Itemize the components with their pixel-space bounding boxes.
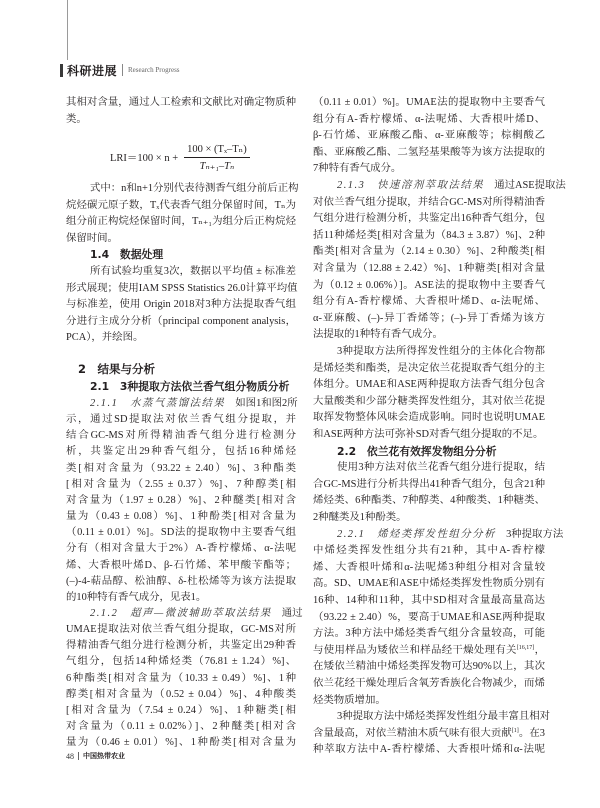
text-line: 量为（0.46 ± 0.01）%]、1种酚类[相对含量为 <box>66 737 296 749</box>
run-in-subheading: 2.1.2 超声—微波辅助萃取法结果 <box>90 608 272 619</box>
run-in-subheading: 2.1.1 水蒸气蒸馏法结果 <box>90 398 226 409</box>
text-line: （93.22 ± 2.40）%，要高于UMAE和ASE两种提取 <box>313 611 545 623</box>
text-line <box>313 726 545 742</box>
text-line: 16种、14种和11种，其中SD相对含量最高量高达 <box>313 595 545 606</box>
text-line: 的10种特有香气成分，见表1。 <box>66 591 207 603</box>
text-line: 和ASE两种方法可弥补SD对香气组分提取的不足。 <box>313 429 544 440</box>
text-line: 高。SD、UMAE和ASE中烯烃类挥发性物质分别有 <box>313 578 545 590</box>
text-line: 为（0.12 ± 0.06%）]。ASE法的提取物中主要香气 <box>313 279 545 291</box>
text-line: 合GC-MS进行分析共得出41种香气组分，包含21种 <box>313 478 545 490</box>
text-line: 依兰花经干燥处理后含氧芳香族化合物减少，而烯 <box>313 678 545 689</box>
text-line: 3种提取方法所得挥发性组分的主体化合物都 <box>337 346 545 357</box>
text-line: 结合GC-MS对所得精油香气组分进行检测分 <box>66 430 296 442</box>
text-line: 分有（相对含量大于2%）A-香柠檬烯、α-法呢 <box>66 543 296 555</box>
text-line: 形式展现；使用IAM SPSS Statistics 26.0计算平均值 <box>66 282 298 294</box>
text-line: 烷烃碳元原子数，Tₓ代表香气组分保留时间，Tₙ为 <box>66 199 296 211</box>
text-line: 法提取的1种特有香气成分。 <box>313 329 443 341</box>
text-line <box>313 643 545 659</box>
text-line: 烯、大香根叶烯D、β-石竹烯、苯甲酸苄酯等； <box>66 559 296 571</box>
text-line: 7种特有香气成分。 <box>313 163 402 175</box>
text-line: 括11种烯烃类[相对含量为（84.3 ± 3.87）%]、2种 <box>313 229 545 241</box>
text-line: 类[相对含量为（93.22 ± 2.40）%]、3种酯类 <box>66 462 296 474</box>
text-line: PCA），并绘图。 <box>66 332 144 343</box>
line-text: 通过ASE提取法 <box>494 180 566 191</box>
line-text: 3种提取方法 <box>506 528 564 540</box>
text-line: α-亚麻酸、(–)-异丁香烯等；(–)-异丁香烯为该方 <box>313 312 545 324</box>
text-line: 3种提取方法中烯烃类挥发性组分最丰富且相对 <box>337 711 551 722</box>
subsection-heading: 2.2 依兰花有效挥发物组分分析 <box>337 444 497 458</box>
text-line: 与标准差，使用 Origin 2018对3种方法提取香气组 <box>66 299 296 310</box>
text-line: 量为（0.43 ± 0.08）%]、1种酚类[相对含量为 <box>66 511 296 523</box>
text-line: 气组分进行检测分析，共鉴定出16种香气组分，包 <box>313 213 545 225</box>
text-line: 是烯烃类和酯类，是决定依兰花提取香气组分的主 <box>313 362 545 374</box>
top-rule <box>67 0 68 60</box>
text-line: 气组分，包括14种烯烃类（76.81 ± 1.24）%]、 <box>66 656 296 668</box>
text-line: 中烯烃类挥发性组分共有21种，其中A-香柠檬 <box>313 545 545 557</box>
lri-formula <box>110 140 250 174</box>
line-text: 如图1和图2所 <box>235 398 298 409</box>
journal-name: 中国热带农业 <box>83 752 125 760</box>
text-line: 2种醚类及1种酚类。 <box>313 512 407 523</box>
formula-fraction <box>184 143 250 172</box>
text-line: 分进行主成分分析（principal component analysis， <box>66 315 296 327</box>
text-line: 大量酸类和少部分糖类挥发性组分，其对依兰花提 <box>313 395 545 407</box>
page-number: 48 <box>66 751 74 761</box>
header-divider <box>122 64 123 76</box>
text-line: 醇类[相对含量为（0.52 ± 0.04）%]、4种酸类 <box>66 688 296 700</box>
text-line: 析，共鉴定出29种香气组分，包括16种烯烃 <box>66 446 296 458</box>
running-header <box>60 62 180 78</box>
text-line: 得精油香气组分进行检测分析，共鉴定出29种香 <box>66 640 296 652</box>
text-line: 烯、大香根叶烯和α-法呢烯3种组分相对含量较 <box>313 561 545 573</box>
text-line: [相对含量为（7.54 ± 0.24）%]、1种糖类[相 <box>66 704 296 716</box>
text-line: 组分有A-香柠檬烯、α-法呢烯、大香根叶烯D、 <box>313 113 545 125</box>
text-line: 方法。3种方法中烯烃类香气组分含量较高，可能 <box>313 628 545 640</box>
text-line <box>313 178 566 194</box>
text-line: 所有试验均重复3次，数据以平均值 ± 标准差 <box>90 266 296 277</box>
formula-denominator: Tₙ₊₁–Tₙ <box>199 160 235 172</box>
text-line: 类。 <box>66 113 87 125</box>
text-line: [相对含量为（2.55 ± 0.37）%]、7种醇类[相 <box>66 478 296 490</box>
line-text: ， <box>534 644 546 656</box>
citation-reference: [1] <box>511 727 519 734</box>
text-line: 示，通过SD提取法对依兰香气组分提取，并 <box>66 414 296 426</box>
text-line: 体组分。UMAE和ASE两种提取方法香气组分包含 <box>313 379 545 391</box>
text-line: 对含量为（0.11 ± 0.02%）]、2种醚类[相对含 <box>66 721 296 733</box>
text-line: 种萃取方法中A-香柠檬烯、大香根叶烯和α-法呢 <box>313 744 545 756</box>
text-line: β-石竹烯、亚麻酸乙酯、α-亚麻酸等；棕榈酸乙 <box>313 130 545 142</box>
text-line: 对含量为（12.88 ± 2.42）%]、1种糖类[相对含量 <box>313 263 545 274</box>
text-line: 组分有A-香柠檬烯、大香根叶烯D、α-法呢烯、 <box>313 296 545 308</box>
text-line: 对含量为（1.97 ± 0.28）%]、2种醚类[相对含 <box>66 494 296 506</box>
run-in-subheading: 2.1.3 快速溶剂萃取法结果 <box>337 180 485 191</box>
subsection-heading: 2.1 3种提取方法依兰香气组分物质分析 <box>90 380 290 393</box>
text-line: 烯烃类、6种酯类、7种醇类、4种酸类、1种糖类、 <box>313 495 545 507</box>
text-line: 保留时间。 <box>66 232 118 244</box>
text-line <box>66 396 296 412</box>
formula-lhs: LRI＝100 × n + <box>110 152 179 164</box>
citation-reference: [16,17] <box>516 644 535 651</box>
page-footer <box>66 751 125 761</box>
text-line: (–)-4-萜品醇、松油醇、δ-杜松烯等为该方法提取 <box>66 575 296 587</box>
section-title-en: Research Progress <box>128 66 180 74</box>
text-line: 其相对含量，通过人工检索和文献比对确定物质种 <box>66 97 296 108</box>
text-line: 使用3种方法对依兰花香气组分进行提取，结 <box>337 462 545 474</box>
line-text: 含量最高，对依兰精油木质气味有很大贡献 <box>313 727 512 739</box>
line-text: 。在3 <box>518 727 545 739</box>
section-title-cn: 科研进展 <box>67 63 118 78</box>
text-line: 酯类[相对含量为（2.14 ± 0.30）%]、2种酸类[相 <box>313 246 545 258</box>
footer-divider <box>78 752 79 760</box>
text-line: 组分前正构烷烃保留时间，Tₙ₊₁为组分后正构烷烃 <box>66 216 296 227</box>
text-line: UMAE提取法对依兰香气组分提取，GC-MS对所 <box>66 624 296 636</box>
text-line: （0.11 ± 0.01）%]。UMAE法的提取物中主要香气 <box>313 97 545 108</box>
text-line: （0.11 ± 0.01）%]。SD法的提取物中主要香气组 <box>66 527 296 539</box>
text-line: 6种酯类[相对含量为（10.33 ± 0.49）%]、1种 <box>66 672 296 684</box>
text-line <box>66 606 303 622</box>
subsection-heading: 1.4 数据处理 <box>90 248 164 261</box>
text-line: 取挥发物整体风味会造成影响。同时也说明UMAE <box>313 412 545 424</box>
section-heading: 2 结果与分析 <box>78 362 156 376</box>
text-line: 式中：n和n+1分别代表待测香气组分前后正构 <box>90 183 299 194</box>
line-text: 通过 <box>281 608 303 619</box>
text-line <box>313 527 564 543</box>
text-line: 酯、亚麻酸乙酯、二氢羟基果酸等为该方法提取的 <box>313 146 545 158</box>
text-line: 在矮依兰精油中烯烃类挥发物可达90%以上，其次 <box>313 661 545 673</box>
run-in-subheading: 2.2.1 烯烃类挥发性组分分析 <box>337 528 497 540</box>
line-text: 与使用样品为矮依兰和样品经干燥处理有关 <box>313 644 517 656</box>
formula-numerator: 100 × (Tₓ–Tₙ) <box>184 143 250 158</box>
text-line: 烃类物质增加。 <box>313 694 386 706</box>
text-line: 对依兰香气组分提取，并结合GC-MS对所得精油香 <box>313 196 545 208</box>
header-bar-mark <box>60 64 63 77</box>
